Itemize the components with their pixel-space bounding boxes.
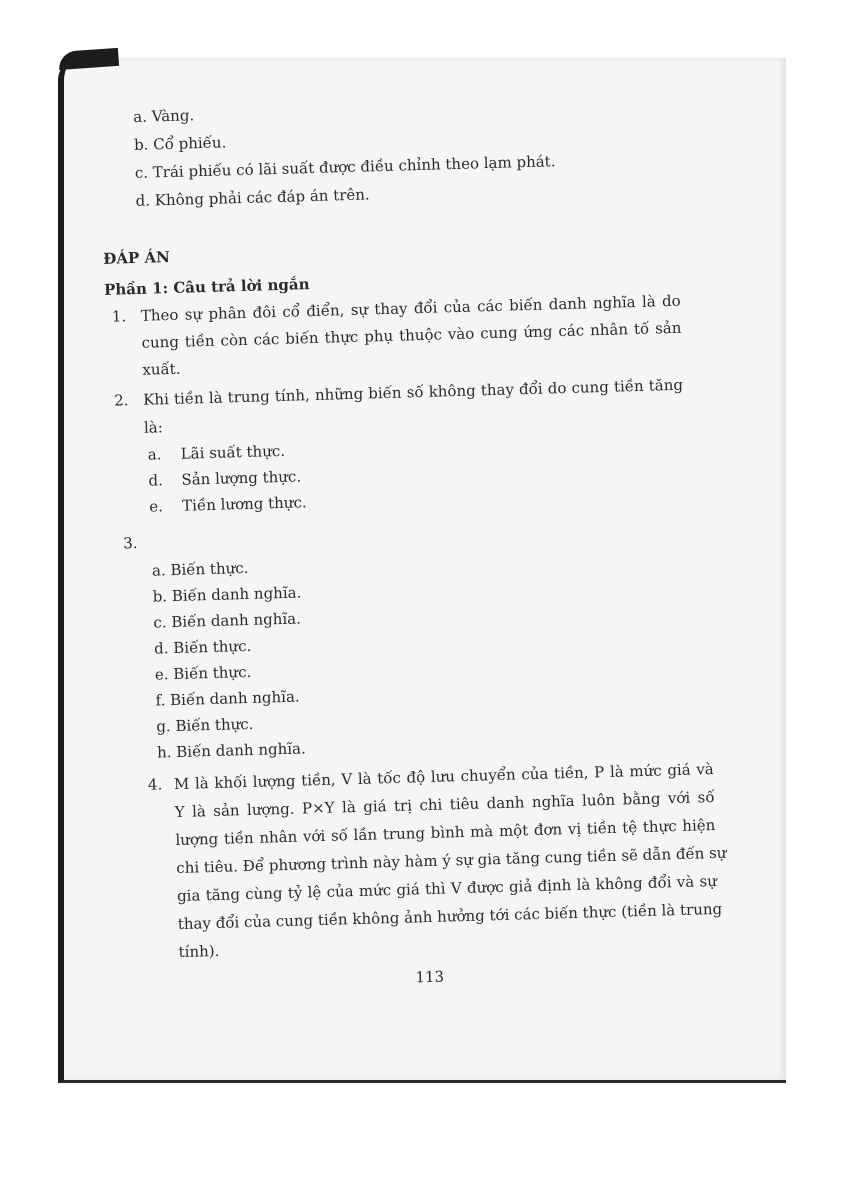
q2-number: 2.	[113, 391, 129, 410]
q1-number: 1.	[111, 307, 127, 326]
q4-line-7: tính).	[178, 941, 220, 962]
q2-item-a-text: Lãi suất thực.	[180, 441, 286, 463]
q2-item-d-letter: d.	[148, 471, 164, 490]
q3-item-g: g. Biến thực.	[156, 714, 254, 736]
answers-heading: ĐÁP ÁN	[102, 247, 171, 268]
q3-item-c: c. Biến danh nghĩa.	[153, 609, 302, 632]
q4-line-6: thay đổi của cung tiền không ảnh hưởng tới các biến thực (tiền là trung	[177, 899, 723, 934]
prev-option-b: b. Cổ phiếu.	[133, 133, 227, 154]
book-page	[58, 58, 786, 1083]
q4-line-1: M là khối lượng tiền, V là tốc độ lưu chuyển của tiền, P là mức giá và	[173, 760, 714, 794]
q4-line-3: lượng tiền nhân với số lần trung bình mà một đơn vị tiền tệ thực hiện	[175, 815, 716, 850]
prev-option-a: a. Vàng.	[133, 106, 195, 126]
part-heading: Phần 1: Câu trả lời ngắn	[103, 275, 310, 299]
q3-item-d: d. Biến thực.	[153, 636, 252, 658]
q3-number: 3.	[122, 534, 138, 553]
q3-item-b: b. Biến danh nghĩa.	[152, 583, 302, 606]
q3-item-f: f. Biến danh nghĩa.	[155, 687, 300, 710]
q1-line-2: cung tiền còn các biến thực phụ thuộc vào cung ứng các nhân tố sản	[141, 318, 682, 352]
q2-line-2: là:	[143, 418, 164, 437]
q2-item-a-letter: a.	[147, 445, 162, 464]
q4-number: 4.	[147, 775, 163, 794]
q1-line-1: Theo sự phân đôi cổ điển, sự thay đổi của các biến danh nghĩa là do	[140, 291, 681, 325]
q3-item-a: a. Biến thực.	[151, 558, 249, 580]
q2-item-d-text: Sản lượng thực.	[181, 467, 302, 489]
q2-item-e-letter: e.	[148, 497, 164, 516]
q4-line-4: chi tiêu. Để phương trình này hàm ý sự gia tăng cung tiền sẽ dẫn đến sự	[176, 843, 727, 878]
q2-line-1: Khi tiền là trung tính, những biến số không thay đổi do cung tiền tăng	[142, 375, 684, 409]
prev-option-d: d. Không phải các đáp án trên.	[135, 185, 370, 210]
q3-item-e: e. Biến thực.	[154, 662, 252, 684]
page-content	[50, 46, 800, 1088]
q3-item-h: h. Biến danh nghĩa.	[156, 739, 306, 762]
q1-line-3: xuất.	[142, 359, 181, 379]
q2-item-e-text: Tiền lương thực.	[181, 493, 307, 515]
page-number: 113	[415, 967, 445, 987]
q4-line-5: gia tăng cùng tỷ lệ của mức giá thì V được giả định là không đổi và sự	[176, 871, 718, 906]
prev-option-c: c. Trái phiếu có lãi suất được điều chỉnh theo lạm phát.	[134, 152, 556, 182]
q4-line-2: Y là sản lượng. P×Y là giá trị chi tiêu danh nghĩa luôn bằng với số	[174, 787, 715, 822]
